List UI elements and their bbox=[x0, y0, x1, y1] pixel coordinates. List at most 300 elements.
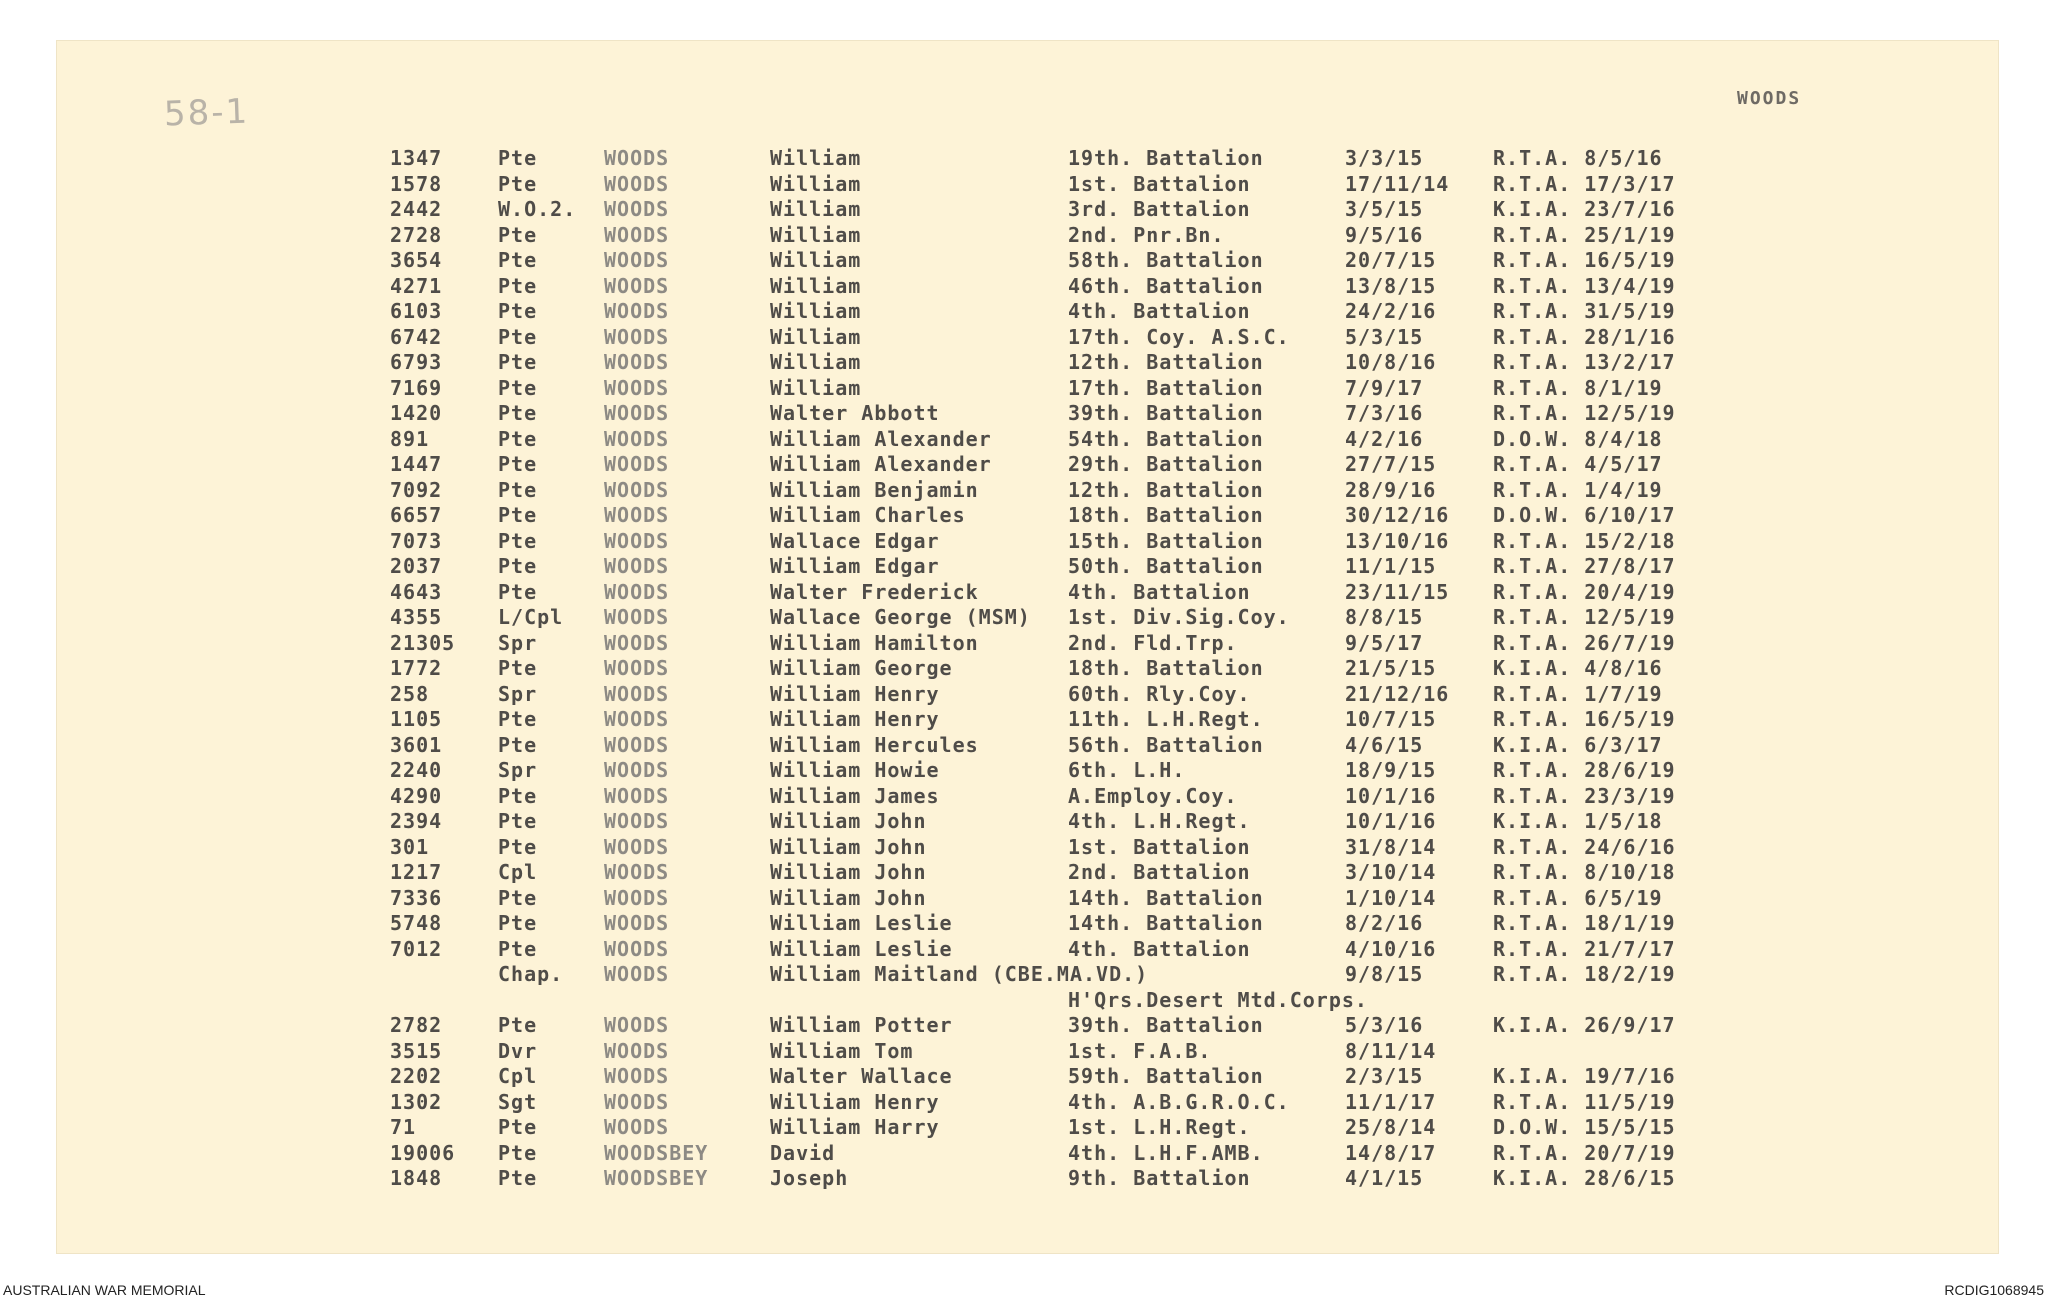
surname: WOODS bbox=[604, 1115, 670, 1139]
fate: D.O.W. 15/5/15 bbox=[1493, 1115, 1676, 1139]
enlistment-date: 31/8/14 bbox=[1345, 834, 1437, 859]
surname-header: WOODS bbox=[1737, 88, 1802, 109]
enlistment-date: 18/9/15 bbox=[1345, 758, 1437, 782]
surname: WOODS bbox=[604, 222, 670, 247]
unit: 39th. Battalion bbox=[1068, 1013, 1264, 1037]
record-row bbox=[0, 223, 2048, 249]
service-number: 1347 bbox=[390, 146, 443, 170]
record-row bbox=[0, 656, 2048, 682]
rank: Pte bbox=[498, 171, 538, 196]
unit: 58th. Battalion bbox=[1068, 248, 1264, 272]
rank: Pte bbox=[498, 911, 538, 935]
rank: Pte bbox=[498, 1013, 538, 1037]
record-row bbox=[0, 197, 2048, 223]
unit: 4th. A.B.G.R.O.C. bbox=[1068, 1089, 1290, 1114]
service-number: 7073 bbox=[390, 528, 443, 553]
record-row bbox=[0, 580, 2048, 606]
unit: 59th. Battalion bbox=[1068, 1064, 1264, 1088]
enlistment-date: 10/7/15 bbox=[1345, 707, 1437, 731]
rank: Cpl bbox=[498, 1064, 538, 1088]
service-number: 1420 bbox=[390, 401, 443, 425]
enlistment-date: 4/2/16 bbox=[1345, 426, 1424, 451]
fate: R.T.A. 12/5/19 bbox=[1493, 605, 1676, 629]
unit: 9th. Battalion bbox=[1068, 1166, 1251, 1190]
surname: WOODS bbox=[604, 401, 670, 425]
unit: 4th. Battalion bbox=[1068, 579, 1251, 604]
fate: R.T.A. 1/7/19 bbox=[1493, 681, 1663, 706]
unit: 18th. Battalion bbox=[1068, 503, 1264, 527]
record-row bbox=[0, 1090, 2048, 1116]
enlistment-date: 9/8/15 bbox=[1345, 962, 1424, 986]
unit: 56th. Battalion bbox=[1068, 732, 1264, 757]
fate: R.T.A. 26/7/19 bbox=[1493, 630, 1676, 655]
surname: WOODS bbox=[604, 605, 670, 629]
unit: 14th. Battalion bbox=[1068, 911, 1264, 935]
rank: Sgt bbox=[498, 1089, 538, 1114]
unit: 46th. Battalion bbox=[1068, 273, 1264, 298]
unit: 1st. Battalion bbox=[1068, 171, 1251, 196]
given-names: William Henry bbox=[770, 1089, 940, 1114]
rank: Pte bbox=[498, 809, 538, 833]
unit: 1st. Battalion bbox=[1068, 834, 1251, 859]
unit: A.Employ.Coy. bbox=[1068, 783, 1238, 808]
surname: WOODS bbox=[604, 758, 670, 782]
record-row bbox=[0, 452, 2048, 478]
service-number: 3654 bbox=[390, 248, 443, 272]
rank: Pte bbox=[498, 936, 538, 961]
pencil-annotation: 58-1 bbox=[163, 91, 250, 135]
given-names: William John bbox=[770, 885, 927, 910]
service-number: 1217 bbox=[390, 860, 443, 884]
record-row bbox=[0, 809, 2048, 835]
service-number: 1302 bbox=[390, 1089, 443, 1114]
rank: Pte bbox=[498, 503, 538, 527]
fate: R.T.A. 12/5/19 bbox=[1493, 401, 1676, 425]
fate: R.T.A. 13/4/19 bbox=[1493, 273, 1676, 298]
unit: 14th. Battalion bbox=[1068, 885, 1264, 910]
service-number: 1772 bbox=[390, 656, 443, 680]
surname: WOODS bbox=[604, 962, 670, 986]
enlistment-date: 20/7/15 bbox=[1345, 248, 1437, 272]
given-names: William Hercules bbox=[770, 732, 979, 757]
rank: Pte bbox=[498, 1140, 538, 1165]
rank: Pte bbox=[498, 248, 538, 272]
given-names: William bbox=[770, 324, 862, 349]
record-row bbox=[0, 988, 2048, 1014]
rank: Pte bbox=[498, 452, 538, 476]
service-number: 2394 bbox=[390, 809, 443, 833]
enlistment-date: 13/10/16 bbox=[1345, 528, 1450, 553]
record-row bbox=[0, 529, 2048, 555]
enlistment-date: 4/6/15 bbox=[1345, 732, 1424, 757]
record-row bbox=[0, 707, 2048, 733]
given-names: Joseph bbox=[770, 1166, 849, 1190]
given-names: Wallace George (MSM) bbox=[770, 605, 1031, 629]
unit: 17th. Coy. A.S.C. bbox=[1068, 324, 1290, 349]
unit: 2nd. Pnr.Bn. bbox=[1068, 222, 1225, 247]
fate: R.T.A. 16/5/19 bbox=[1493, 707, 1676, 731]
surname: WOODS bbox=[604, 503, 670, 527]
record-row bbox=[0, 274, 2048, 300]
enlistment-date: 8/2/16 bbox=[1345, 911, 1424, 935]
record-row bbox=[0, 248, 2048, 274]
rank: Pte bbox=[498, 656, 538, 680]
given-names: William Leslie bbox=[770, 936, 953, 961]
enlistment-date: 27/7/15 bbox=[1345, 452, 1437, 476]
unit: 19th. Battalion bbox=[1068, 146, 1264, 170]
fate: R.T.A. 18/1/19 bbox=[1493, 911, 1676, 935]
fate: R.T.A. 13/2/17 bbox=[1493, 350, 1676, 374]
enlistment-date: 17/11/14 bbox=[1345, 171, 1450, 196]
enlistment-date: 28/9/16 bbox=[1345, 477, 1437, 502]
surname: WOODS bbox=[604, 809, 670, 833]
service-number: 6793 bbox=[390, 350, 443, 374]
given-names: William bbox=[770, 248, 862, 272]
given-names: William bbox=[770, 222, 862, 247]
given-names: William bbox=[770, 197, 862, 221]
surname: WOODS bbox=[604, 197, 670, 221]
surname: WOODS bbox=[604, 324, 670, 349]
record-row bbox=[0, 733, 2048, 759]
record-row bbox=[0, 1064, 2048, 1090]
given-names: William James bbox=[770, 783, 940, 808]
record-row bbox=[0, 350, 2048, 376]
surname: WOODS bbox=[604, 579, 670, 604]
service-number: 6742 bbox=[390, 324, 443, 349]
service-number: 7092 bbox=[390, 477, 443, 502]
given-names: William Harry bbox=[770, 1115, 940, 1139]
given-names: William Charles bbox=[770, 503, 966, 527]
fate: R.T.A. 8/1/19 bbox=[1493, 375, 1663, 400]
record-row bbox=[0, 860, 2048, 886]
record-row bbox=[0, 605, 2048, 631]
given-names: William Maitland (CBE.MA.VD.) bbox=[770, 962, 1149, 986]
unit: 4th. Battalion bbox=[1068, 936, 1251, 961]
unit: H'Qrs.Desert Mtd.Corps. bbox=[1068, 987, 1368, 1012]
surname: WOODS bbox=[604, 171, 670, 196]
service-number: 2037 bbox=[390, 554, 443, 578]
rank: Pte bbox=[498, 528, 538, 553]
enlistment-date: 13/8/15 bbox=[1345, 273, 1437, 298]
rank: Pte bbox=[498, 783, 538, 808]
surname: WOODS bbox=[604, 1013, 670, 1037]
rank: Pte bbox=[498, 477, 538, 502]
record-row bbox=[0, 299, 2048, 325]
service-number: 3601 bbox=[390, 732, 443, 757]
given-names: Walter Abbott bbox=[770, 401, 940, 425]
enlistment-date: 21/5/15 bbox=[1345, 656, 1437, 680]
enlistment-date: 2/3/15 bbox=[1345, 1064, 1424, 1088]
fate: K.I.A. 28/6/15 bbox=[1493, 1166, 1676, 1190]
record-row bbox=[0, 401, 2048, 427]
fate: K.I.A. 23/7/16 bbox=[1493, 197, 1676, 221]
record-row bbox=[0, 631, 2048, 657]
surname: WOODS bbox=[604, 656, 670, 680]
surname: WOODS bbox=[604, 528, 670, 553]
rank: Pte bbox=[498, 375, 538, 400]
service-number: 2728 bbox=[390, 222, 443, 247]
unit: 50th. Battalion bbox=[1068, 554, 1264, 578]
rank: Pte bbox=[498, 1166, 538, 1190]
service-number: 2782 bbox=[390, 1013, 443, 1037]
given-names: William bbox=[770, 375, 862, 400]
rank: Pte bbox=[498, 426, 538, 451]
fate: R.T.A. 21/7/17 bbox=[1493, 936, 1676, 961]
rank: Pte bbox=[498, 732, 538, 757]
enlistment-date: 9/5/17 bbox=[1345, 630, 1424, 655]
surname: WOODS bbox=[604, 1089, 670, 1114]
rank: Pte bbox=[498, 707, 538, 731]
surname: WOODS bbox=[604, 248, 670, 272]
surname: WOODS bbox=[604, 554, 670, 578]
service-number: 71 bbox=[390, 1115, 417, 1139]
service-number: 5748 bbox=[390, 911, 443, 935]
enlistment-date: 8/8/15 bbox=[1345, 605, 1424, 629]
unit: 11th. L.H.Regt. bbox=[1068, 707, 1264, 731]
enlistment-date: 5/3/15 bbox=[1345, 324, 1424, 349]
service-number: 1578 bbox=[390, 171, 443, 196]
rank: Pte bbox=[498, 579, 538, 604]
rank: Chap. bbox=[498, 962, 564, 986]
fate: R.T.A. 8/5/16 bbox=[1493, 146, 1663, 170]
record-row bbox=[0, 886, 2048, 912]
surname: WOODS bbox=[604, 350, 670, 374]
fate: R.T.A. 6/5/19 bbox=[1493, 885, 1663, 910]
given-names: William Hamilton bbox=[770, 630, 979, 655]
fate: K.I.A. 1/5/18 bbox=[1493, 809, 1663, 833]
surname: WOODS bbox=[604, 885, 670, 910]
footer-record-id: RCDIG1068945 bbox=[1944, 1282, 2044, 1298]
record-row bbox=[0, 503, 2048, 529]
service-number: 1447 bbox=[390, 452, 443, 476]
surname: WOODS bbox=[604, 273, 670, 298]
record-row bbox=[0, 376, 2048, 402]
given-names: William John bbox=[770, 834, 927, 859]
fate: R.T.A. 20/4/19 bbox=[1493, 579, 1676, 604]
record-row bbox=[0, 1166, 2048, 1192]
surname: WOODS bbox=[604, 477, 670, 502]
given-names: William Potter bbox=[770, 1013, 953, 1037]
rank: L/Cpl bbox=[498, 605, 564, 629]
unit: 1st. L.H.Regt. bbox=[1068, 1115, 1251, 1139]
unit: 39th. Battalion bbox=[1068, 401, 1264, 425]
rank: Pte bbox=[498, 1115, 538, 1139]
given-names: William bbox=[770, 273, 862, 298]
unit: 12th. Battalion bbox=[1068, 350, 1264, 374]
enlistment-date: 4/1/15 bbox=[1345, 1166, 1424, 1190]
surname: WOODS bbox=[604, 911, 670, 935]
rank: Pte bbox=[498, 146, 538, 170]
record-row bbox=[0, 1013, 2048, 1039]
given-names: William bbox=[770, 146, 862, 170]
rank: Pte bbox=[498, 834, 538, 859]
service-number: 4355 bbox=[390, 605, 443, 629]
unit: 4th. L.H.Regt. bbox=[1068, 809, 1251, 833]
fate: K.I.A. 26/9/17 bbox=[1493, 1013, 1676, 1037]
record-row bbox=[0, 1115, 2048, 1141]
record-row bbox=[0, 325, 2048, 351]
fate: R.T.A. 27/8/17 bbox=[1493, 554, 1676, 578]
service-number: 19006 bbox=[390, 1140, 456, 1165]
given-names: William Howie bbox=[770, 758, 940, 782]
unit: 1st. F.A.B. bbox=[1068, 1038, 1212, 1063]
surname: WOODS bbox=[604, 299, 670, 323]
record-row bbox=[0, 1141, 2048, 1167]
fate: K.I.A. 4/8/16 bbox=[1493, 656, 1663, 680]
rank: Cpl bbox=[498, 860, 538, 884]
given-names: William Alexander bbox=[770, 426, 992, 451]
rank: Pte bbox=[498, 554, 538, 578]
given-names: William Edgar bbox=[770, 554, 940, 578]
fate: R.T.A. 25/1/19 bbox=[1493, 222, 1676, 247]
unit: 29th. Battalion bbox=[1068, 452, 1264, 476]
fate: R.T.A. 20/7/19 bbox=[1493, 1140, 1676, 1165]
record-row bbox=[0, 835, 2048, 861]
service-number: 258 bbox=[390, 681, 430, 706]
surname: WOODS bbox=[604, 375, 670, 400]
service-number: 4290 bbox=[390, 783, 443, 808]
unit: 54th. Battalion bbox=[1068, 426, 1264, 451]
fate: R.T.A. 18/2/19 bbox=[1493, 962, 1676, 986]
enlistment-date: 21/12/16 bbox=[1345, 681, 1450, 706]
surname: WOODS bbox=[604, 936, 670, 961]
unit: 2nd. Battalion bbox=[1068, 860, 1251, 884]
rank: Pte bbox=[498, 350, 538, 374]
fate: R.T.A. 28/6/19 bbox=[1493, 758, 1676, 782]
surname: WOODS bbox=[604, 426, 670, 451]
given-names: Walter Frederick bbox=[770, 579, 979, 604]
fate: K.I.A. 6/3/17 bbox=[1493, 732, 1663, 757]
enlistment-date: 23/11/15 bbox=[1345, 579, 1450, 604]
surname: WOODS bbox=[604, 452, 670, 476]
footer-institution: AUSTRALIAN WAR MEMORIAL bbox=[3, 1282, 206, 1298]
fate: R.T.A. 28/1/16 bbox=[1493, 324, 1676, 349]
enlistment-date: 8/11/14 bbox=[1345, 1038, 1437, 1063]
fate: R.T.A. 8/10/18 bbox=[1493, 860, 1676, 884]
surname: WOODSBEY bbox=[604, 1166, 709, 1190]
enlistment-date: 3/5/15 bbox=[1345, 197, 1424, 221]
given-names: William John bbox=[770, 860, 927, 884]
unit: 1st. Div.Sig.Coy. bbox=[1068, 605, 1290, 629]
record-row bbox=[0, 962, 2048, 988]
service-number: 4271 bbox=[390, 273, 443, 298]
surname: WOODS bbox=[604, 860, 670, 884]
unit: 12th. Battalion bbox=[1068, 477, 1264, 502]
fate: R.T.A. 4/5/17 bbox=[1493, 452, 1663, 476]
surname: WOODS bbox=[604, 834, 670, 859]
enlistment-date: 30/12/16 bbox=[1345, 503, 1450, 527]
rank: Dvr bbox=[498, 1038, 538, 1063]
unit: 17th. Battalion bbox=[1068, 375, 1264, 400]
unit: 60th. Rly.Coy. bbox=[1068, 681, 1251, 706]
given-names: William Henry bbox=[770, 681, 940, 706]
fate: R.T.A. 11/5/19 bbox=[1493, 1089, 1676, 1114]
fate: D.O.W. 8/4/18 bbox=[1493, 426, 1663, 451]
surname: WOODS bbox=[604, 146, 670, 170]
enlistment-date: 25/8/14 bbox=[1345, 1115, 1437, 1139]
rank: Pte bbox=[498, 324, 538, 349]
service-number: 301 bbox=[390, 834, 430, 859]
service-number: 2240 bbox=[390, 758, 443, 782]
record-row bbox=[0, 682, 2048, 708]
rank: Pte bbox=[498, 885, 538, 910]
record-row bbox=[0, 1039, 2048, 1065]
enlistment-date: 1/10/14 bbox=[1345, 885, 1437, 910]
given-names: David bbox=[770, 1140, 836, 1165]
surname: WOODS bbox=[604, 732, 670, 757]
fate: R.T.A. 17/3/17 bbox=[1493, 171, 1676, 196]
service-number: 2442 bbox=[390, 197, 443, 221]
fate: R.T.A. 31/5/19 bbox=[1493, 299, 1676, 323]
rank: Pte bbox=[498, 401, 538, 425]
rank: Spr bbox=[498, 630, 538, 655]
given-names: William George bbox=[770, 656, 953, 680]
given-names: William bbox=[770, 350, 862, 374]
enlistment-date: 5/3/16 bbox=[1345, 1013, 1424, 1037]
fate: R.T.A. 16/5/19 bbox=[1493, 248, 1676, 272]
rank: Spr bbox=[498, 681, 538, 706]
surname: WOODS bbox=[604, 707, 670, 731]
record-row bbox=[0, 554, 2048, 580]
enlistment-date: 7/9/17 bbox=[1345, 375, 1424, 400]
service-number: 7012 bbox=[390, 936, 443, 961]
enlistment-date: 4/10/16 bbox=[1345, 936, 1437, 961]
given-names: William bbox=[770, 299, 862, 323]
unit: 15th. Battalion bbox=[1068, 528, 1264, 553]
surname: WOODS bbox=[604, 1038, 670, 1063]
given-names: William John bbox=[770, 809, 927, 833]
record-row bbox=[0, 937, 2048, 963]
surname: WOODSBEY bbox=[604, 1140, 709, 1165]
rank: Pte bbox=[498, 299, 538, 323]
unit: 4th. Battalion bbox=[1068, 299, 1251, 323]
fate: R.T.A. 24/6/16 bbox=[1493, 834, 1676, 859]
unit: 2nd. Fld.Trp. bbox=[1068, 630, 1238, 655]
enlistment-date: 11/1/15 bbox=[1345, 554, 1437, 578]
enlistment-date: 3/3/15 bbox=[1345, 146, 1424, 170]
given-names: William Leslie bbox=[770, 911, 953, 935]
surname: WOODS bbox=[604, 681, 670, 706]
service-number: 1848 bbox=[390, 1166, 443, 1190]
record-row bbox=[0, 478, 2048, 504]
given-names: Walter Wallace bbox=[770, 1064, 953, 1088]
service-number: 6103 bbox=[390, 299, 443, 323]
record-row bbox=[0, 172, 2048, 198]
enlistment-date: 14/8/17 bbox=[1345, 1140, 1437, 1165]
record-row bbox=[0, 784, 2048, 810]
record-row bbox=[0, 427, 2048, 453]
enlistment-date: 3/10/14 bbox=[1345, 860, 1437, 884]
service-number: 7336 bbox=[390, 885, 443, 910]
service-number: 1105 bbox=[390, 707, 443, 731]
fate: R.T.A. 23/3/19 bbox=[1493, 783, 1676, 808]
record-list bbox=[0, 146, 2048, 1192]
fate: R.T.A. 1/4/19 bbox=[1493, 477, 1663, 502]
surname: WOODS bbox=[604, 630, 670, 655]
service-number: 3515 bbox=[390, 1038, 443, 1063]
fate: D.O.W. 6/10/17 bbox=[1493, 503, 1676, 527]
given-names: Wallace Edgar bbox=[770, 528, 940, 553]
service-number: 6657 bbox=[390, 503, 443, 527]
enlistment-date: 10/1/16 bbox=[1345, 809, 1437, 833]
rank: W.O.2. bbox=[498, 197, 577, 221]
surname: WOODS bbox=[604, 783, 670, 808]
unit: 3rd. Battalion bbox=[1068, 197, 1251, 221]
enlistment-date: 7/3/16 bbox=[1345, 401, 1424, 425]
fate: R.T.A. 15/2/18 bbox=[1493, 528, 1676, 553]
given-names: William bbox=[770, 171, 862, 196]
rank: Spr bbox=[498, 758, 538, 782]
